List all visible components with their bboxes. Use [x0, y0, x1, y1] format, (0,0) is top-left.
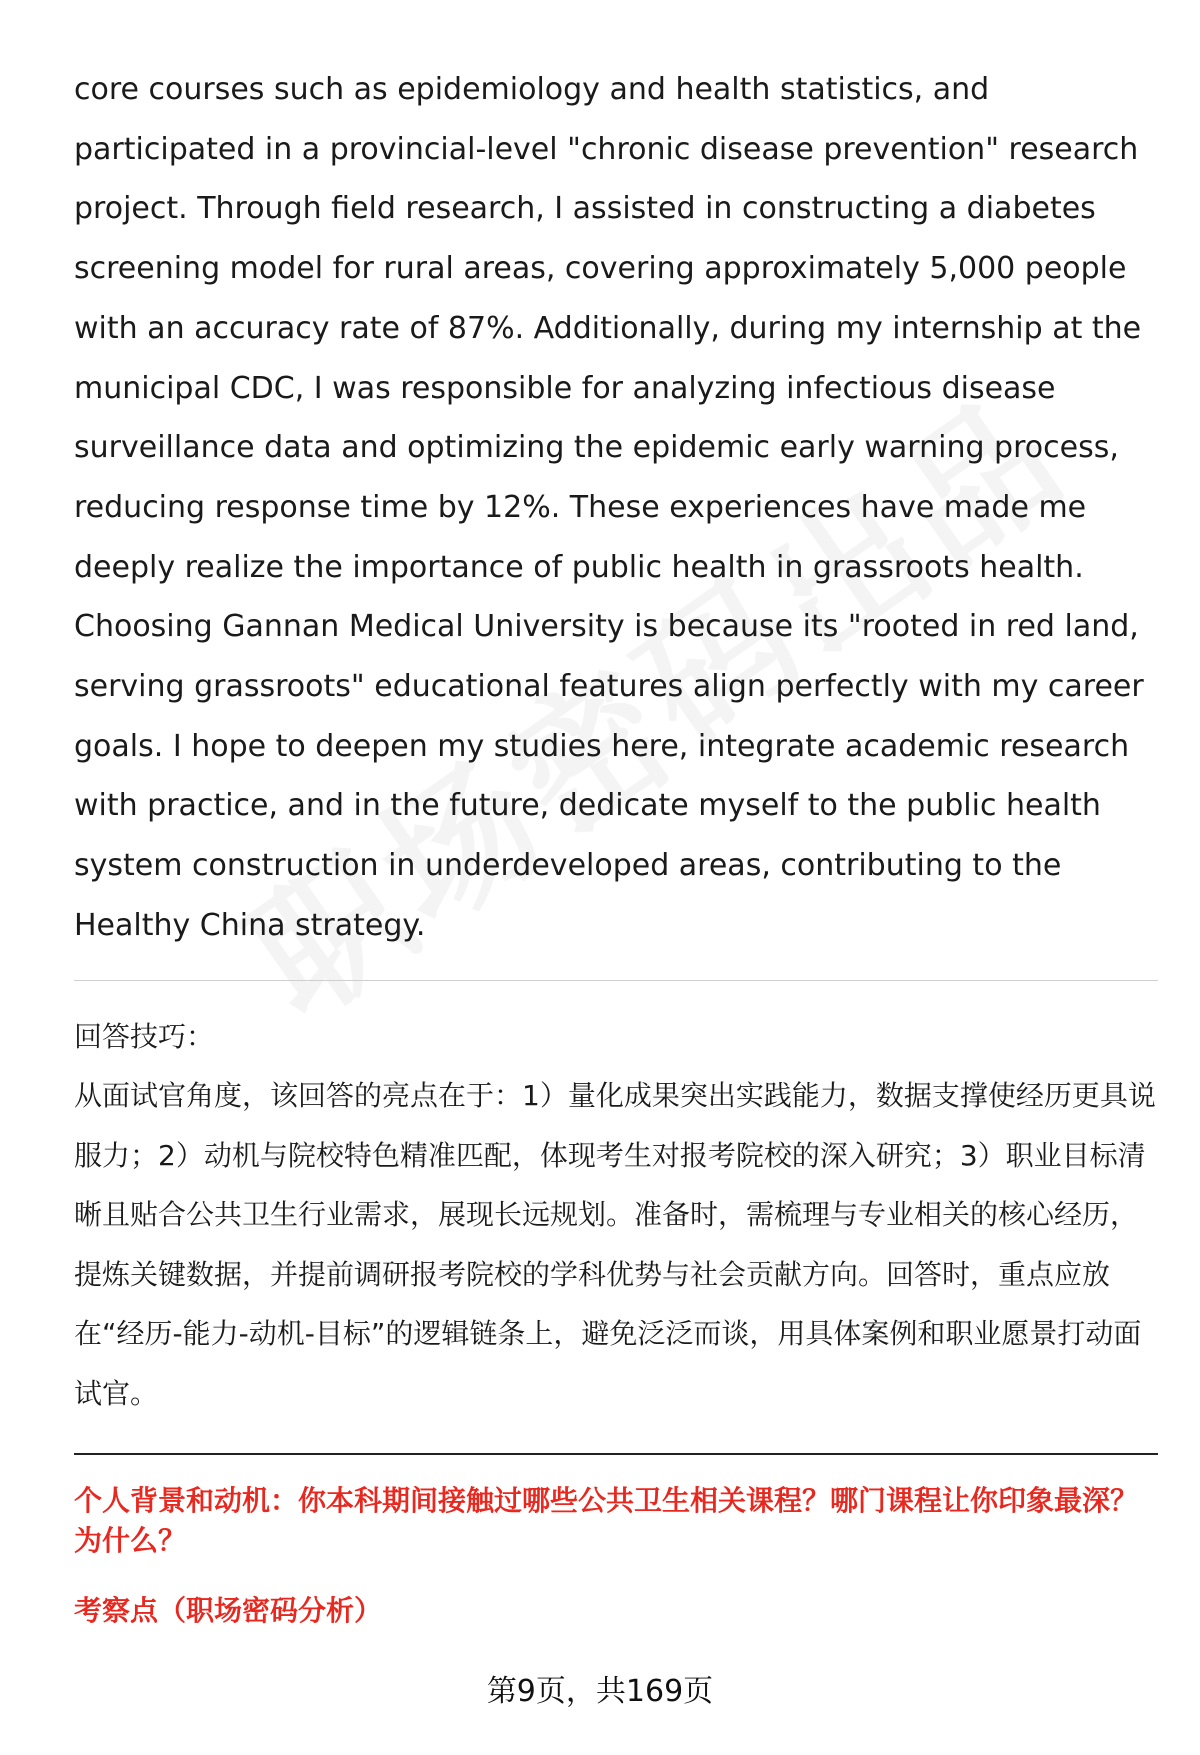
page-number: 第9页，共169页	[486, 1674, 714, 1709]
essay-paragraph: core courses such as epidemiology and health statistics, and participated in a provincial-level "chronic disease prevention" research project. Through field research, I assisted in constructing a diabetes screening model for rural areas, covering approximately 5,000 people with an accuracy rate of 87%. Additionally, during my internship at the municipal CDC, I was responsible for analyzing infectious disease surveillance data and optimizing the epidemic early warning process, reducing response time by 12%. These experiences have made me deeply realize the importance of public health in grassroots health. Choosing Gannan Medical University is because its "rooted in red land, serving grassroots" educational features align perfectly with my career goals. I hope to deepen my studies here, integrate academic research with practice, and in the future, dedicate myself to the public health system construction in underdeveloped areas, contributing to the Healthy China strategy.	[74, 72, 1144, 943]
answer-tips	[74, 1007, 1158, 1424]
tips-title: 回答技巧：	[74, 1019, 215, 1053]
section-divider	[74, 980, 1158, 981]
page-content	[74, 60, 1158, 1631]
question-heading: 个人背景和动机：你本科期间接触过哪些公共卫生相关课程？哪门课程让你印象最深？为什么？	[74, 1484, 1139, 1558]
tips-body: 从面试官角度，该回答的亮点在于：1）量化成果突出实践能力，数据支撑使经历更具说服力；2）动机与院校特色精准匹配，体现考生对报考院校的深入研究；3）职业目标清晰且贴合公共卫生行业需求，展现长远规划。准备时，需梳理与专业相关的核心经历，提炼关键数据，并提前调研报考院校的学科优势与社会贡献方向。回答时，重点应放在“经历-能力-动机-目标”的逻辑链条上，避免泛泛而谈，用具体案例和职业愿景打动面试官。	[74, 1079, 1156, 1410]
question-divider	[74, 1453, 1158, 1455]
assessment-point-heading: 考察点（职场密码分析）	[74, 1594, 383, 1628]
